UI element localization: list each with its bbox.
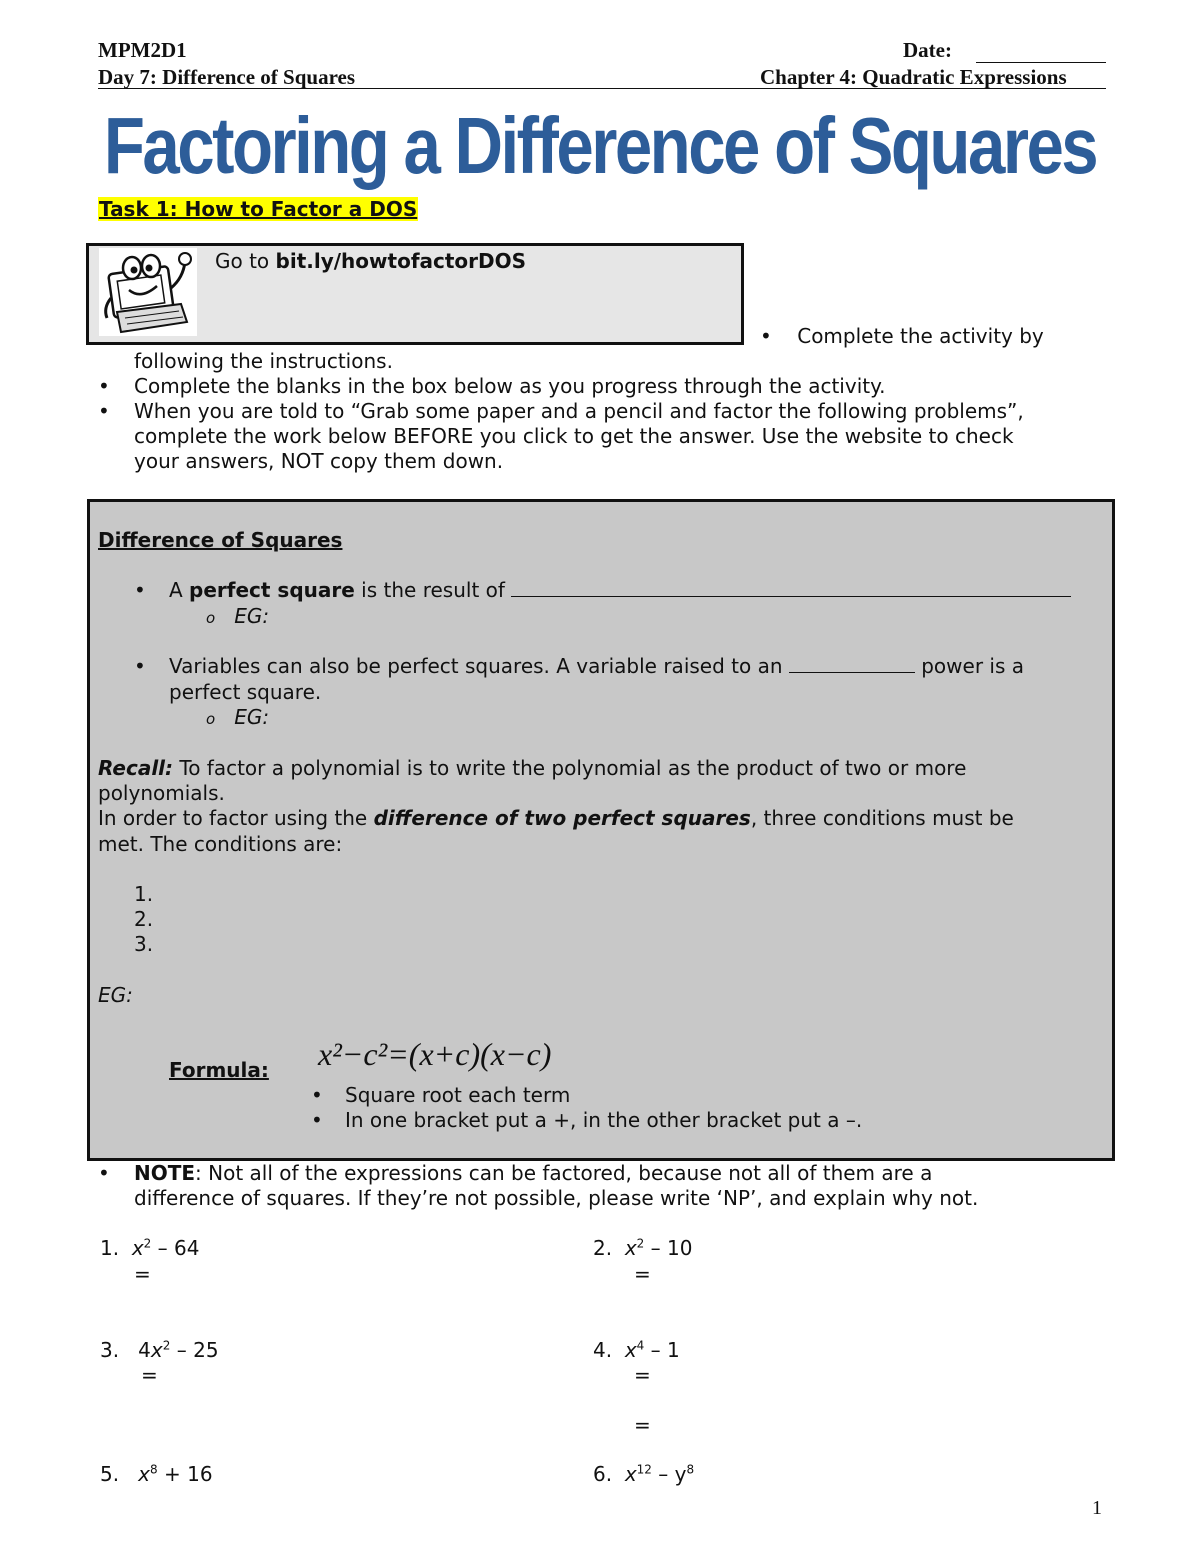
chapter-title: Chapter 4: Quadratic Expressions (760, 65, 1067, 89)
problem-6: 6. $x^{12} - y^8$ (593, 1462, 695, 1486)
bullet-line: complete the work below BEFORE you click to get the answer. Use the website to check (134, 424, 1014, 448)
formula-step-2: In one bracket put a +, in the other bracket put a –. (345, 1108, 863, 1132)
recall-text: Recall: To factor a polynomial is to write the polynomial as the product of two or more (98, 756, 967, 780)
computer-mascot-icon (99, 248, 197, 336)
problem-2: 2. $x^2 - 10$ (593, 1236, 693, 1260)
bullet-dot: • (134, 654, 146, 678)
bullet-dot: • (311, 1108, 323, 1132)
bullet-dot: • (134, 578, 146, 602)
problem-1-equals: = (134, 1262, 151, 1286)
day-title: Day 7: Difference of Squares (98, 65, 356, 89)
problem-1: 1. $x^2 - 64$ (100, 1236, 200, 1260)
note-text: NOTE: Not all of the expressions can be factored, because not all of them are a (134, 1161, 933, 1185)
eg-line: o EG: (206, 604, 270, 628)
answer-blank (789, 672, 915, 673)
note-text-cont: difference of squares. If they’re not possible, please write ‘NP’, and explain why not. (134, 1186, 979, 1210)
bullet-item: • Complete the activity by (760, 324, 1044, 348)
problem-2-equals: = (634, 1262, 651, 1286)
problem-4: 4. $x^4 - 1$ (593, 1338, 680, 1362)
bullet-dot: • (98, 1161, 110, 1185)
problem-4-equals-2: = (634, 1413, 651, 1437)
conditions-intro-cont: met. The conditions are: (98, 832, 343, 856)
problem-3-equals: = (141, 1363, 158, 1387)
condition-2: 2. (134, 907, 154, 931)
bullet-line: your answers, NOT copy them down. (134, 449, 504, 473)
problem-5: 5. $x^8 + 16$ (100, 1462, 213, 1486)
bullet-dot: • (98, 399, 110, 423)
problem-4-equals: = (634, 1363, 651, 1387)
dos-heading: Difference of Squares (98, 528, 343, 552)
eg-line: o EG: (206, 705, 270, 729)
recall-text-cont: polynomials. (98, 781, 225, 805)
variable-text-cont: perfect square. (169, 680, 322, 704)
link-instruction: Go to bit.ly/howtofactorDOS (215, 249, 527, 273)
dos-formula: x²−c²=(x+c)(x−c) (318, 1036, 552, 1072)
bullet-dot: • (311, 1083, 323, 1107)
problem-3: 3. $4x^2 - 25$ (100, 1338, 219, 1362)
condition-3: 3. (134, 932, 154, 956)
header-rule (98, 88, 1106, 89)
date-blank (976, 62, 1106, 63)
page-title: Factoring a Difference of Squares (103, 101, 1097, 190)
formula-step-1: Square root each term (345, 1083, 571, 1107)
bullet-dot: • (98, 374, 110, 398)
eg-label: EG: (98, 983, 133, 1007)
perfect-square-text: A perfect square is the result of (169, 578, 1071, 602)
link-box (86, 243, 744, 345)
date-label: Date: (903, 38, 952, 62)
bullet-item: Complete the blanks in the box below as you progress through the activity. (134, 374, 886, 398)
bullet-item: When you are told to “Grab some paper and a pencil and factor the following problems”, (134, 399, 1024, 423)
page-number: 1 (1092, 1497, 1102, 1519)
task-heading: Task 1: How to Factor a DOS (99, 197, 418, 221)
bullet-continuation: following the instructions. (134, 349, 393, 373)
course-code: MPM2D1 (98, 38, 187, 62)
condition-1: 1. (134, 882, 154, 906)
variable-text: Variables can also be perfect squares. A variable raised to an power is a (169, 654, 1024, 678)
short-link[interactable]: bit.ly/howtofactorDOS (275, 249, 527, 273)
answer-blank (511, 596, 1071, 597)
conditions-intro: In order to factor using the difference of two perfect squares, three conditions must be (98, 806, 1014, 830)
formula-label: Formula: (169, 1058, 269, 1082)
